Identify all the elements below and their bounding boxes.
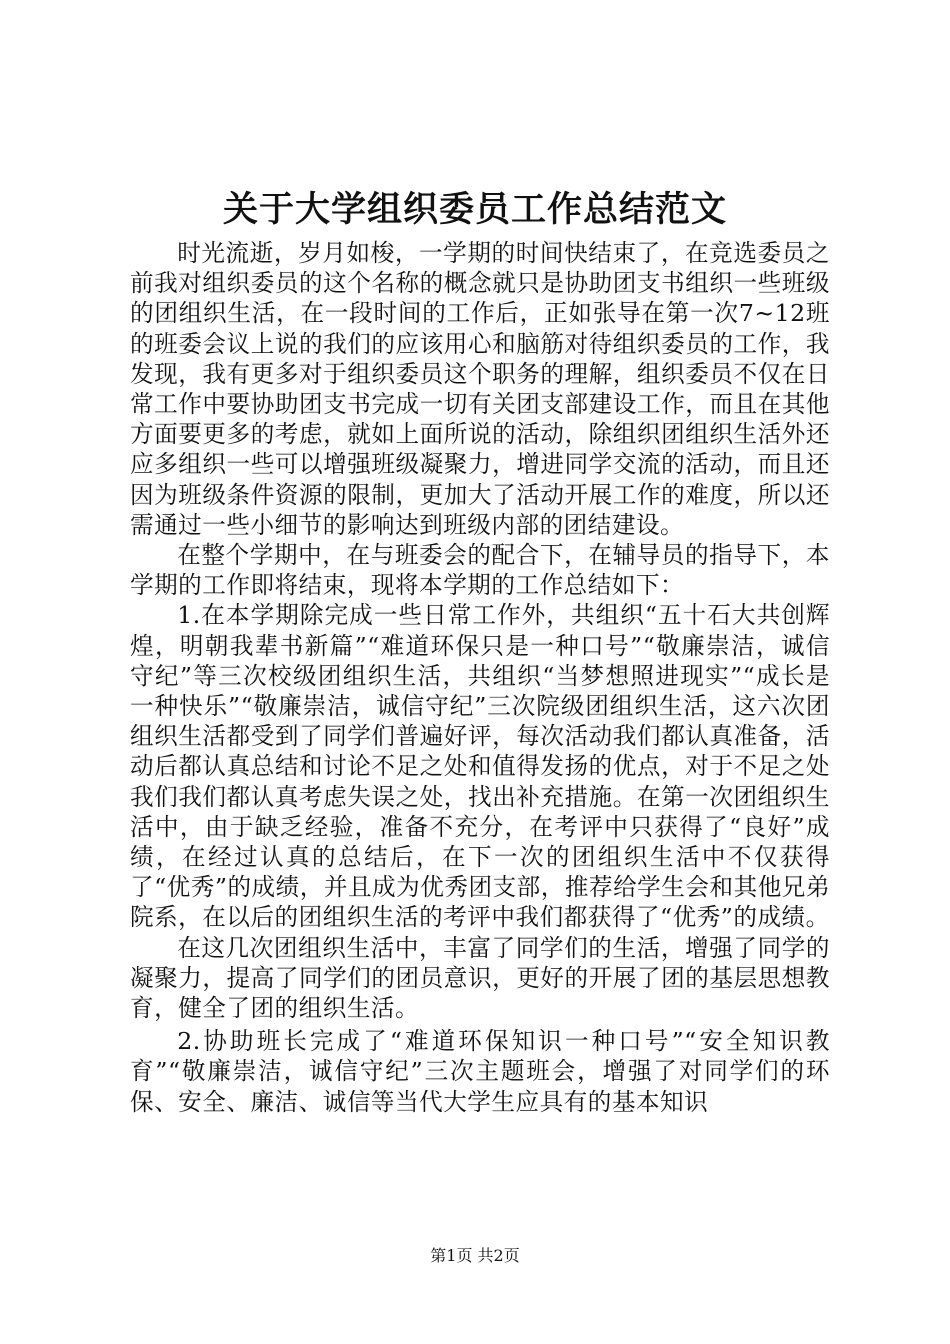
paragraph-summary-lead: 在整个学期中，在与班委会的配合下，在辅导员的指导下，本学期的工作即将结束，现将本学期的工作总结如下： [130, 541, 830, 600]
paragraph-intro: 时光流逝，岁月如梭，一学期的时间快结束了，在竞选委员之前我对组织委员的这个名称的概念就只是协助团支书组织一些班级的团组织生活，在一段时间的工作后，正如张导在第一次7~12班的班委会议上说的我们的应该用心和脑筋对待组织委员的工作，我发现，我有更多对于组织委员这个职务的理解，组织委员不仅在日常工作中要协助团支书完成一切有关团支部建设工作，而且在其他方面要更多的考虑，就如上面所说的活动，除组织团组织生活外还应多组织一些可以增强班级凝聚力，增进同学交流的活动，而且还因为班级条件资源的限制，更加大了活动开展工作的难度，所以还需通过一些小细节的影响达到班级内部的团结建设。 [130, 239, 830, 539]
page-footer: 第1页 共2页 [430, 1246, 520, 1265]
document-title: 关于大学组织委员工作总结范文 [222, 189, 727, 230]
paragraph-item-1: 1.在本学期除完成一些日常工作外，共组织“五十石大共创辉煌，明朝我辈书新篇”“难道环保只是一种口号”“敬廉崇洁，诚信守纪”等三次校级团组织生活，共组织“当梦想照进现实”“成长是一种快乐”“敬廉崇洁，诚信守纪”三次院级团组织生活，这六次团组织生活都受到了同学们普遍好评，每次活动我们都认真准备，活动后都认真总结和讨论不足之处和值得发扬的优点，对于不足之处我们我们都认真考虑失误之处，找出补充措施。在第一次团组织生活中，由于缺乏经验，准备不充分，在考评中只获得了“良好”成绩，在经过认真的总结后，在下一次的团组织生活中不仅获得了“优秀”的成绩，并且成为优秀团支部，推荐给学生会和其他兄弟院系，在以后的团组织生活的考评中我们都获得了“优秀”的成绩。 [130, 601, 830, 932]
paragraph-item-1-result: 在这几次团组织生活中，丰富了同学们的生活，增强了同学的凝聚力，提高了同学们的团员意识，更好的开展了团的基层思想教育，健全了团的组织生活。 [130, 933, 830, 1023]
paragraph-item-2: 2.协助班长完成了“难道环保知识一种口号”“安全知识教育”“敬廉崇洁，诚信守纪”三次主题班会，增强了对同学们的环保、安全、廉洁、诚信等当代大学生应具有的基本知识 [130, 1027, 830, 1116]
document-body [130, 238, 830, 1117]
